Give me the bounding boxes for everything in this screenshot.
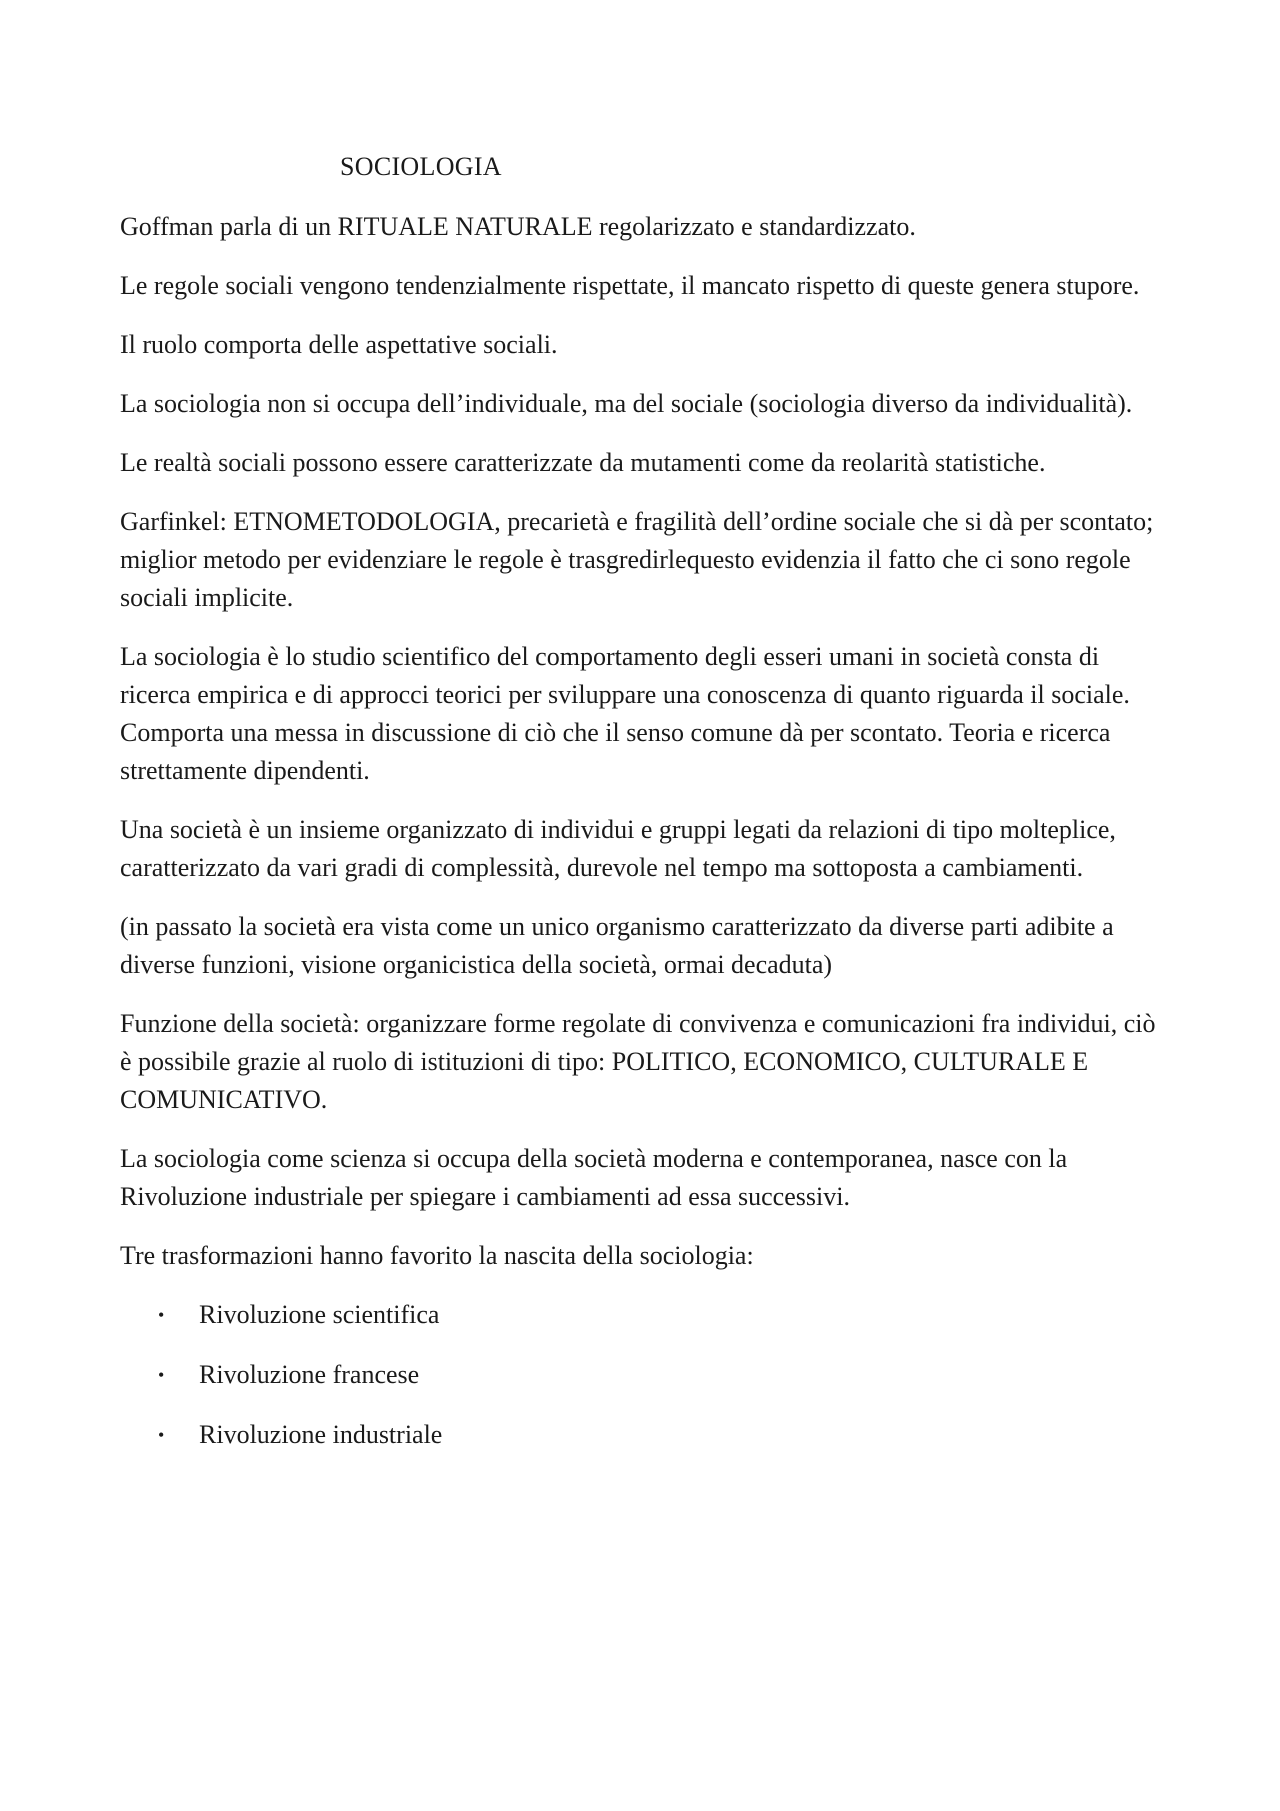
list-item	[120, 1296, 1170, 1334]
bullet-list	[120, 1296, 1170, 1454]
list-item	[120, 1356, 1170, 1394]
bullet-icon: •	[158, 1425, 165, 1445]
paragraph-definizione-sociologia: La sociologia è lo studio scientifico del comportamento degli esseri umani in società consta di ricerca empirica e di approcci teorici per sviluppare una conoscenza di quanto riguarda il sociale. Comporta una messa in discussione di ciò che il senso comune dà per scontato. Teoria e ricerca strettamente dipendenti.	[120, 642, 1130, 785]
paragraph-funzione-societa: Funzione della società: organizzare forme regolate di convivenza e comunicazioni fra individui, ciò è possibile grazie al ruolo di istituzioni di tipo: POLITICO, ECONOMICO, CULTURALE E COMUNICATIVO.	[120, 1009, 1156, 1114]
paragraph-realta-sociali: Le realtà sociali possono essere caratterizzate da mutamenti come da reolarità statistiche.	[120, 448, 1046, 477]
paragraph-visione-organicistica: (in passato la società era vista come un unico organismo caratterizzato da diverse parti adibite a diverse funzioni, visione organicistica della società, ormai decaduta)	[120, 912, 1114, 979]
bullet-icon: •	[158, 1305, 165, 1325]
list-item-label: Rivoluzione industriale	[199, 1420, 443, 1449]
paragraph-tre-trasformazioni: Tre trasformazioni hanno favorito la nascita della sociologia:	[120, 1241, 754, 1270]
paragraph-definizione-societa: Una società è un insieme organizzato di individui e gruppi legati da relazioni di tipo molteplice, caratterizzato da vari gradi di complessità, durevole nel tempo ma sottoposta a cambiamenti.	[120, 815, 1116, 882]
paragraph-regole-sociali: Le regole sociali vengono tendenzialmente rispettate, il mancato rispetto di queste genera stupore.	[120, 271, 1140, 300]
document-body	[120, 148, 1170, 1476]
paragraph-goffman: Goffman parla di un RITUALE NATURALE regolarizzato e standardizzato.	[120, 212, 916, 241]
paragraph-scienza-moderna: La sociologia come scienza si occupa della società moderna e contemporanea, nasce con la Rivoluzione industriale per spiegare i cambiamenti ad essa successivi.	[120, 1144, 1068, 1211]
page-title: SOCIOLOGIA	[340, 152, 502, 181]
bullet-icon: •	[158, 1365, 165, 1385]
list-item-label: Rivoluzione francese	[199, 1360, 420, 1389]
list-item	[120, 1416, 1170, 1454]
list-item-label: Rivoluzione scientifica	[199, 1300, 440, 1329]
paragraph-garfinkel: Garfinkel: ETNOMETODOLOGIA, precarietà e fragilità dell’ordine sociale che si dà per scontato; miglior metodo per evidenziare le regole è trasgredirlequesto evidenzia il fatto che ci sono regole sociali implicite.	[120, 507, 1154, 612]
paragraph-ruolo: Il ruolo comporta delle aspettative sociali.	[120, 330, 558, 359]
paragraph-individuale: La sociologia non si occupa dell’individuale, ma del sociale (sociologia diverso da individualità).	[120, 389, 1133, 418]
